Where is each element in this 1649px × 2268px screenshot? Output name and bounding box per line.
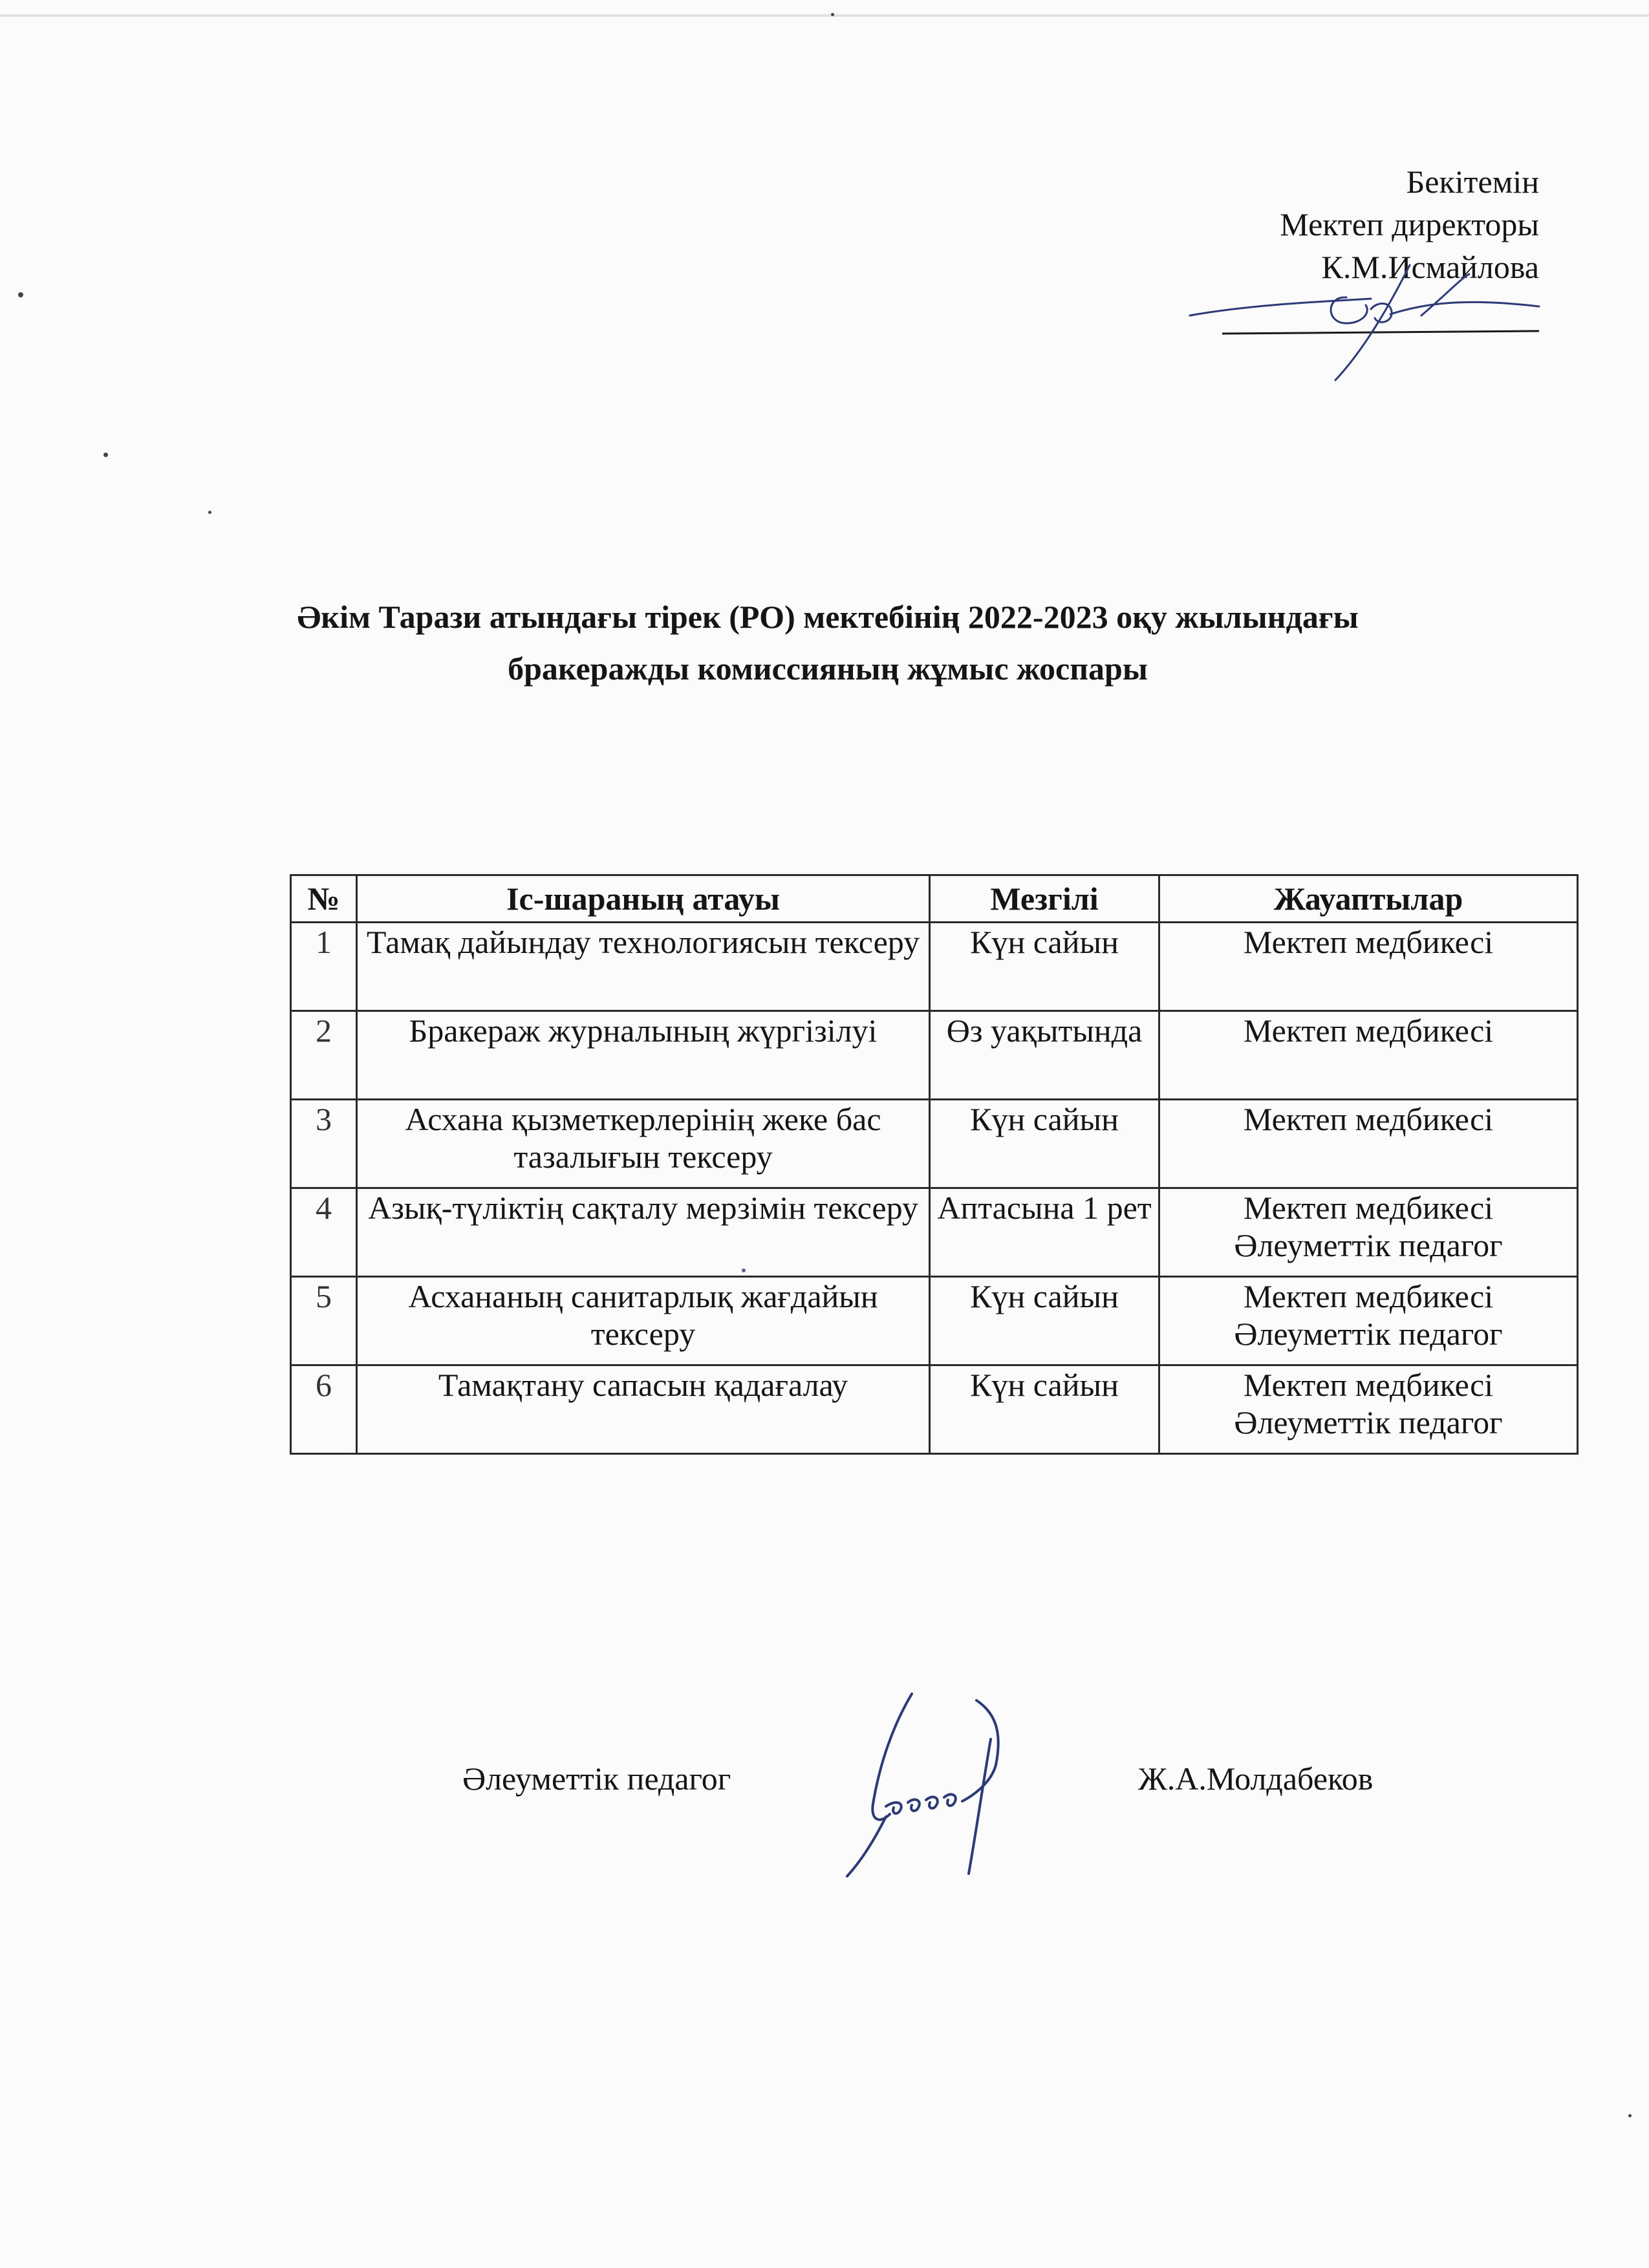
row-number: 1: [291, 923, 357, 1011]
table-row: [291, 1011, 1578, 1100]
row-responsible: Мектеп медбикесі: [1159, 1100, 1578, 1188]
table-row: [291, 1100, 1578, 1188]
row-event: Азық-түліктің сақталу мерзімін тексеру: [357, 1188, 930, 1277]
approval-heading: Бекітемін: [1406, 164, 1539, 200]
director-signature: [1177, 259, 1591, 388]
header-responsible: Жауаптылар: [1159, 875, 1578, 923]
row-responsible: Мектеп медбикесі Әлеуметтік педагог: [1159, 1277, 1578, 1365]
document-title: [194, 591, 1461, 694]
table-row: [291, 923, 1578, 1011]
row-responsible: Мектеп медбикесі Әлеуметтік педагог: [1159, 1365, 1578, 1454]
pedagogue-signature: [821, 1687, 1054, 1881]
row-number: 4: [291, 1188, 357, 1277]
row-responsible: Мектеп медбикесі Әлеуметтік педагог: [1159, 1188, 1578, 1277]
title-line-1: Әкім Тарази атындағы тірек (РО) мектебінің 2022-2023 оқу жылындағы: [297, 599, 1359, 635]
scan-speck: [831, 13, 834, 16]
row-number: 6: [291, 1365, 357, 1454]
row-period: Күн сайын: [930, 1277, 1159, 1365]
header-event: Іс-шараның атауы: [357, 875, 930, 923]
row-number: 2: [291, 1011, 357, 1100]
row-responsible: Мектеп медбикесі: [1159, 923, 1578, 1011]
scan-speck: [103, 453, 108, 457]
row-period: Аптасына 1 рет: [930, 1188, 1159, 1277]
row-period: Күн сайын: [930, 923, 1159, 1011]
row-period: Күн сайын: [930, 1100, 1159, 1188]
footer-signatory-name: Ж.А.Молдабеков: [1138, 1760, 1374, 1797]
row-period: Өз уақытында: [930, 1011, 1159, 1100]
scan-speck: [1628, 2114, 1632, 2117]
table-row: [291, 1277, 1578, 1365]
row-number: 5: [291, 1277, 357, 1365]
scan-speck: [18, 292, 23, 297]
row-event: Тамақтану сапасын қадағалау: [357, 1365, 930, 1454]
scan-border-line: [0, 14, 1649, 17]
work-plan-table: [290, 874, 1579, 1455]
scan-speck: [208, 511, 211, 514]
title-line-2: бракеражды комиссияның жұмыс жоспары: [508, 650, 1148, 687]
table-row: [291, 1365, 1578, 1454]
approval-director-name: К.М.Исмайлова: [1321, 249, 1539, 285]
header-period: Мезгілі: [930, 875, 1159, 923]
header-number: №: [291, 875, 357, 923]
row-period: Күн сайын: [930, 1365, 1159, 1454]
footer-role: Әлеуметтік педагог: [462, 1760, 731, 1797]
row-responsible: Мектеп медбикесі: [1159, 1011, 1578, 1100]
table-header-row: [291, 875, 1578, 923]
approval-position: Мектеп директоры: [1280, 206, 1539, 242]
table-row: [291, 1188, 1578, 1277]
row-event: Асхананың санитарлық жағдайын тексеру: [357, 1277, 930, 1365]
row-event: Асхана қызметкерлерінің жеке бас тазалығын тексеру: [357, 1100, 930, 1188]
row-event: Бракераж журналының жүргізілуі: [357, 1011, 930, 1100]
row-event: Тамақ дайындау технологиясын тексеру: [357, 923, 930, 1011]
row-number: 3: [291, 1100, 357, 1188]
